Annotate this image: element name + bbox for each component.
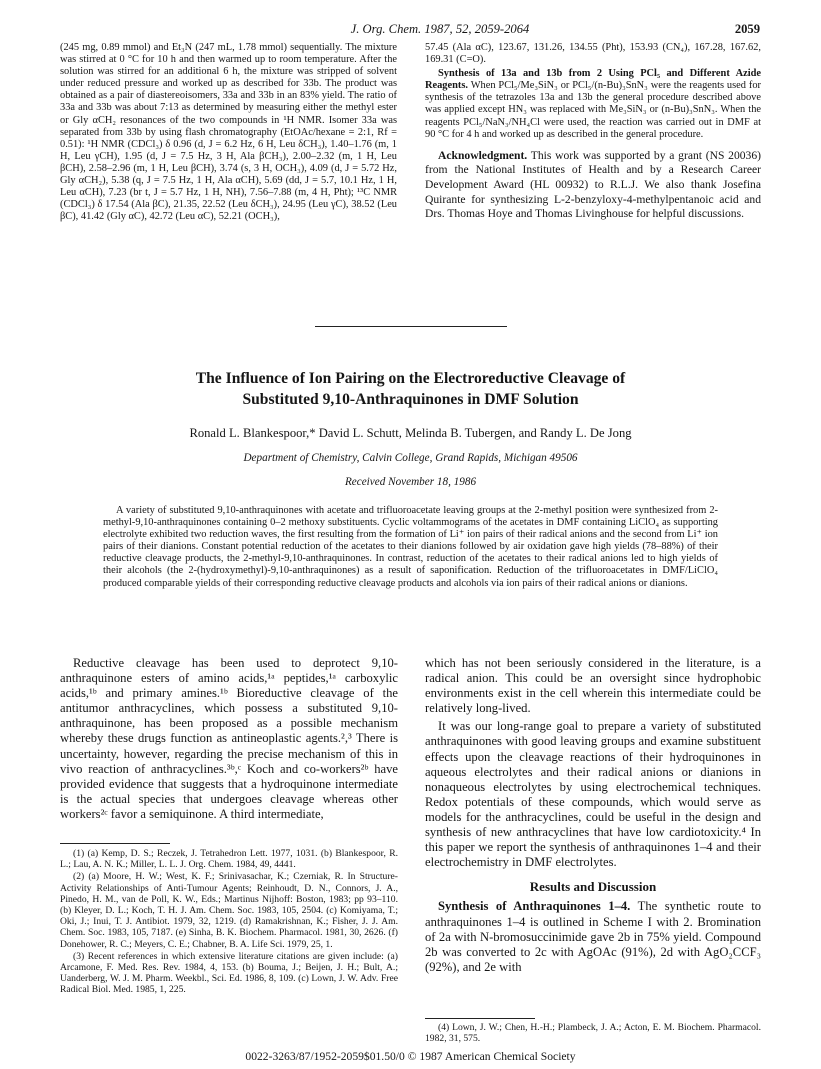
body-paragraph-1: which has not been seriously considered in the literature, is a radical anion. This could be an oversight since hydrophobic environments exist in the cell wherein this intermediate could be relatively long-lived. [425, 656, 761, 716]
footnote-rule-left [60, 843, 170, 844]
title-line-2: Substituted 9,10-Anthraquinones in DMF Solution [242, 391, 579, 408]
affiliation: Department of Chemistry, Calvin College, Grand Rapids, Michigan 49506 [243, 452, 578, 464]
footnote-4: (4) Lown, J. W.; Chen, H.-H.; Plambeck, J. A.; Acton, E. M. Biochem. Pharmacol. 1982, 31, 575. [425, 1022, 761, 1045]
received-date: Received November 18, 1986 [344, 476, 477, 488]
author-list: Ronald L. Blankespoor,* David L. Schutt, Melinda B. Tubergen, and Randy L. De Jong [189, 426, 632, 440]
synthesis-heading: Synthesis of 13a and 13b from 2 Using PCl₅ and Different Azide Reagents. [425, 68, 761, 92]
top-right-column [425, 42, 761, 302]
footnotes-right [425, 1022, 761, 1048]
footnote-3: (3) Recent references in which extensive literature citations are given include: (a) Arcamone, F. Med. Res. Rev. 1984, 4, 153. (b) Bouma, J.; Beijen, J. H.; Bult, A.; Uanderberg, W. J. M. Pharm. Weekbl., Sci. Ed. 1986, 8, 109. (c) Lown, J. W. Adv. Free Radical Biol. Med. 1985, 1, 225. [60, 950, 398, 996]
nmr-continuation: 57.45 (Ala αC), 123.67, 131.26, 134.55 (Pht), 153.93 (CN₄), 167.28, 167.62, 169.31 (C=O). [425, 42, 761, 66]
introduction-paragraph: Reductive cleavage has been used to deprotect 9,10-anthraquinone esters of amino acids,¹ᵃ peptides,¹ᵃ carboxylic acids,¹ᵇ and primary amines.¹ᵇ Bioreductive cleavage of the antitumor anthracyclines, which possess a substituted 9,10-anthraquinone, has been proposed as a possible mechanism whereby these drugs function as antineoplastic agents.²,³ There is uncertainty, however, regarding the precise mechanism of this in vivo reaction of anthracyclines.³ᵇ,ᶜ Koch and co-workers²ᵇ have provided evidence that suggests that a hydroquinone intermediate is the actual species that undergoes cleavage whereas other workers²ᶜ favor a semiquinone. A third intermediate, [60, 656, 398, 821]
footnote-2: (2) (a) Moore, H. W.; West, K. F.; Srinivasachar, K.; Czerniak, R. In Structure-Activity Relationships of Anti-Tumour Agents; Reinhoudt, D. N., Connors, J. A., Pinedo, H. M., van de Poll, K. W., Eds.; Martinus Nijhoff: Boston, 1983; pp 93–110. (b) Kleyer, D. L.; Koch, T. H. J. Am. Chem. Soc. 1983, 105, 2504. (c) Komiyama, T.; Oki, J.; Inui, T. J. Antibiot. 1979, 32, 1219. (d) Ramakrishnan, K.; Fisher, J. J. Am. Chem. Soc. 1983, 105, 7187. (e) Sinha, B. K. Biochem. Pharmacol. 1981, 30, 2626. (f) Donehower, R. C.; Meyers, C. E.; Chabner, B. A. Life Sci. 1979, 25, 1. [60, 871, 398, 950]
footnotes-left [60, 848, 398, 1028]
body-left-column [60, 656, 398, 836]
abstract-text: A variety of substituted 9,10-anthraquinones with acetate and trifluoroacetate leaving groups at the 2-methyl position were synthesized from 2-methyl-9,10-anthraquinones containing 0–2 methoxy substituents. Cyclic voltammograms of the acetates in DMF containing LiClO₄ as supporting electrolyte exhibited two reduction waves, the first resulting from the formation of Li⁺ ion pairs of their radical anions and the second from Li⁺ ion pairs of their dianions. Constant potential reduction of the acetates to their dianions followed by air oxidation gave high yields (78–88%) of their reductive cleavage products, the 2-methyl-9,10-anthraquinones. In contrast, reduction of the acetates to their radical anions led to high yields of their alcohols (the 2-(hydroxymethyl)-9,10-anthraquinones) as a result of saponification. Reduction of the trifluoroacetates in DMF/LiClO₄ produced comparable yields of their corresponding reductive cleavage products and alcohols via ion pairs of their radical anions or dianions. [103, 505, 718, 589]
footnote-1: (1) (a) Kemp, D. S.; Reczek, J. Tetrahedron Lett. 1977, 1031. (b) Blankespoor, R. L.; Lau, A. N. K.; Miller, L. L. J. Org. Chem. 1984, 49, 4441. [60, 848, 398, 871]
article-title [60, 368, 761, 410]
synthesis-text: When PCl₅/Me₃SiN₃ or PCl₅/(n-Bu)₃SnN₃ were the reagents used for synthesis of the tetrazoles 13a and 13b the general procedure described above was applied except HN₃ was replaced with Me₃SiN₃ or (n-Bu)₃SnN₃. When the reagents PCl₅/NaN₃/NH₄Cl were used, the reaction was carried out in DMF at 90 °C for 4 h and worked up as described in the general procedure. [425, 80, 761, 140]
subsection-heading: Synthesis of Anthraquinones 1–4. [438, 899, 631, 914]
acknowledgment-paragraph [425, 149, 761, 222]
section-heading: Results and Discussion [529, 879, 657, 895]
article-separator [315, 326, 507, 327]
page-number: 2059 [734, 22, 760, 36]
body-paragraph-2: It was our long-range goal to prepare a variety of substituted anthraquinones with good leaving groups and examine substituent effects upon the cleavage reactions of their hydroquinones in aqueous electrolytes and their radical anions or dianions in nonaqueous electrolytes by using electrochemical techniques. Redox potentials of these compounds, which would serve as models for the anthracyclines, could be useful in the design and synthesis of new anthracyclines that have low cardiotoxicity.⁴ In this paper we report the synthesis of anthraquinones 1–4 and their electrochemistry in DMF electrolytes. [425, 719, 761, 870]
copyright-footer: 0022-3263/87/1952-2059$01.50/0 © 1987 American Chemical Society [245, 1050, 576, 1063]
title-line-1: The Influence of Ion Pairing on the Electroreductive Cleavage of [195, 370, 626, 387]
footnote-rule-right [425, 1018, 535, 1019]
top-left-column [60, 42, 397, 288]
abstract [103, 505, 718, 633]
acknowledgment-heading: Acknowledgment. [438, 148, 528, 162]
experimental-continuation: (245 mg, 0.89 mmol) and Et₃N (247 mL, 1.78 mmol) sequentially. The mixture was stirred at 0 °C for 10 h and then warmed up to room temperature. After the solution was stirred for an additional 6 h, the mixture was stripped of solvent under reduced pressure and worked up as described for 33b. The product was obtained as a pair of diastereoisomers, 33a and 33b in an 83% yield. The ratio of 33a and 33b was about 7:13 as determined by measuring either the methyl ester or Gly αCH₂ resonances of the two compounds in ¹H NMR. Isomer 33a was separated from 33b by using flash chromatography (EtOAc/hexane = 2:1, Rf = 0.51): ¹H NMR (CDCl₃) δ 0.96 (d, J = 6.2 Hz, 6 H, Leu δCH₃), 1.40–1.76 (m, 1 H, Leu γCH), 1.95 (d, J = 7.5 Hz, 3 H, Ala βCH₃), 2.00–2.32 (m, 1 H, Leu βCH), 2.58–2.96 (m, 1 H, Leu βCH), 3.74 (s, 3 H, OCH₃), 4.09 (d, J = 5.72 Hz, Gly αCH₂), 5.38 (q, J = 7.5 Hz, 1 H, Ala αCH), 5.69 (dd, J = 5.7, 10.1 Hz, 1 H, Leu αCH), 7.23 (br t, J = 5.7 Hz, 1 H, NH), 7.56–7.88 (m, 4 H, Pht); ¹³C NMR (CDCl₃) δ 17.54 (Ala βC), 21.35, 22.52 (Leu δCH₃), 24.95 (Leu γC), 38.52 (Leu βC), 41.42 (Gly αC), 42.72 (Leu αC), 52.21 (OCH₃), [60, 42, 397, 223]
synthesis-paragraph [425, 68, 761, 141]
synthesis-section-paragraph [425, 899, 761, 974]
journal-citation: J. Org. Chem. 1987, 52, 2059-2064 [350, 22, 530, 36]
subsection-text: The synthetic route to anthraquinones 1–4 is outlined in Scheme I with 2. Bromination of 2a with N-bromosuccinimide gave 2b in 75% yield. Compound 2b was converted to 2c with AgOAc (91%), 2d with AgO₂CCF₃ (92%), and 2e with [425, 899, 761, 974]
body-right-column [425, 656, 761, 1001]
acknowledgment-text: This work was supported by a grant (NS 20036) from the National Institutes of Health and by a Research Career Development Award (HL 00932) to R.L.J. We also thank Josefina Quirante for synthesizing L-2-benzyloxy-4-methylpentanoic acid and Drs. Thomas Hoye and Thomas Livinghouse for helpful discussions. [425, 148, 761, 221]
running-header [60, 22, 760, 38]
